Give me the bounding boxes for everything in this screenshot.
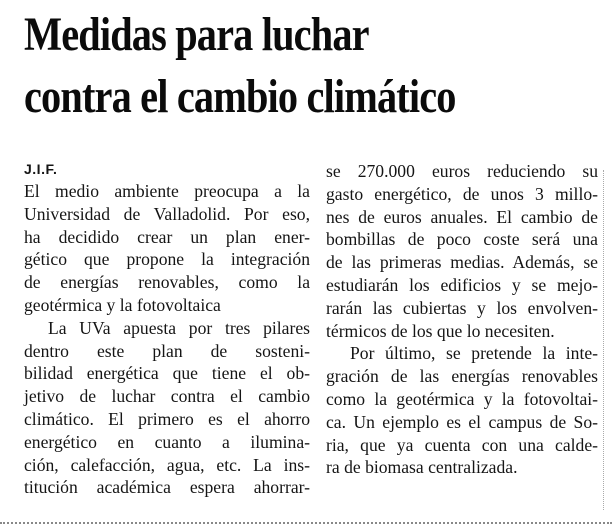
headline-line-2: contra el cambio climático [24, 70, 456, 123]
paragraph-start-line: Por último, se pretende la inte- [350, 343, 598, 364]
clipping-edge-divider [0, 522, 612, 524]
paragraph-start-line: La UVa apuesta por tres pilares [48, 317, 310, 338]
left-column [24, 158, 310, 499]
body-line: energético en cuanto a ilumina- [24, 431, 310, 452]
body-line: rarán las cubiertas y los envolven- [326, 297, 598, 318]
headline-line-1: Medidas para luchar [24, 8, 369, 61]
body-line: nes de euros anuales. El cambio de [326, 206, 598, 227]
body-line: Universidad de Valladolid. Por eso, [24, 203, 310, 224]
body-line: de las primeras medias. Además, se [326, 252, 598, 273]
body-line: gración de las energías renovables [326, 366, 598, 387]
body-line: ca. Un ejemplo es el campus de So- [326, 411, 598, 432]
article-headline [24, 4, 511, 128]
author-byline: J.I.F. [24, 161, 58, 177]
body-line: ra de biomasa centralizada. [326, 457, 518, 478]
body-line: climático. El primero es el ahorro [24, 408, 310, 429]
body-line: ria, que ya cuenta con una calde- [326, 434, 598, 455]
body-line: como la geotérmica y la fotovoltai- [326, 388, 598, 409]
body-line: ha decidido crear un plan ener- [24, 226, 310, 247]
body-line: titución académica espera ahorrar- [24, 477, 310, 498]
right-column [326, 160, 598, 479]
body-line: de energías renovables, como la [24, 272, 310, 293]
body-line: bilidad energética que tiene el ob- [24, 363, 310, 384]
body-line: se 270.000 euros reduciendo su [326, 161, 598, 181]
body-line: térmicos de los que lo necesiten. [326, 320, 555, 341]
body-line: geotérmica y la fotovoltaica [24, 294, 221, 315]
body-line: gético que propone la integración [24, 249, 310, 270]
scan-edge-mark [599, 170, 604, 510]
body-line: estudiarán los edificios y se mejo- [326, 274, 598, 295]
body-line: dentro este plan de sosteni- [24, 340, 310, 361]
body-line: bombillas de poco coste será una [326, 229, 598, 250]
body-line: ción, calefacción, agua, etc. La ins- [24, 454, 310, 475]
body-line: jetivo de luchar contra el cambio [24, 386, 310, 407]
body-line: El medio ambiente preocupa a la [24, 181, 310, 201]
body-line: gasto energético, de unos 3 millo- [326, 183, 598, 204]
